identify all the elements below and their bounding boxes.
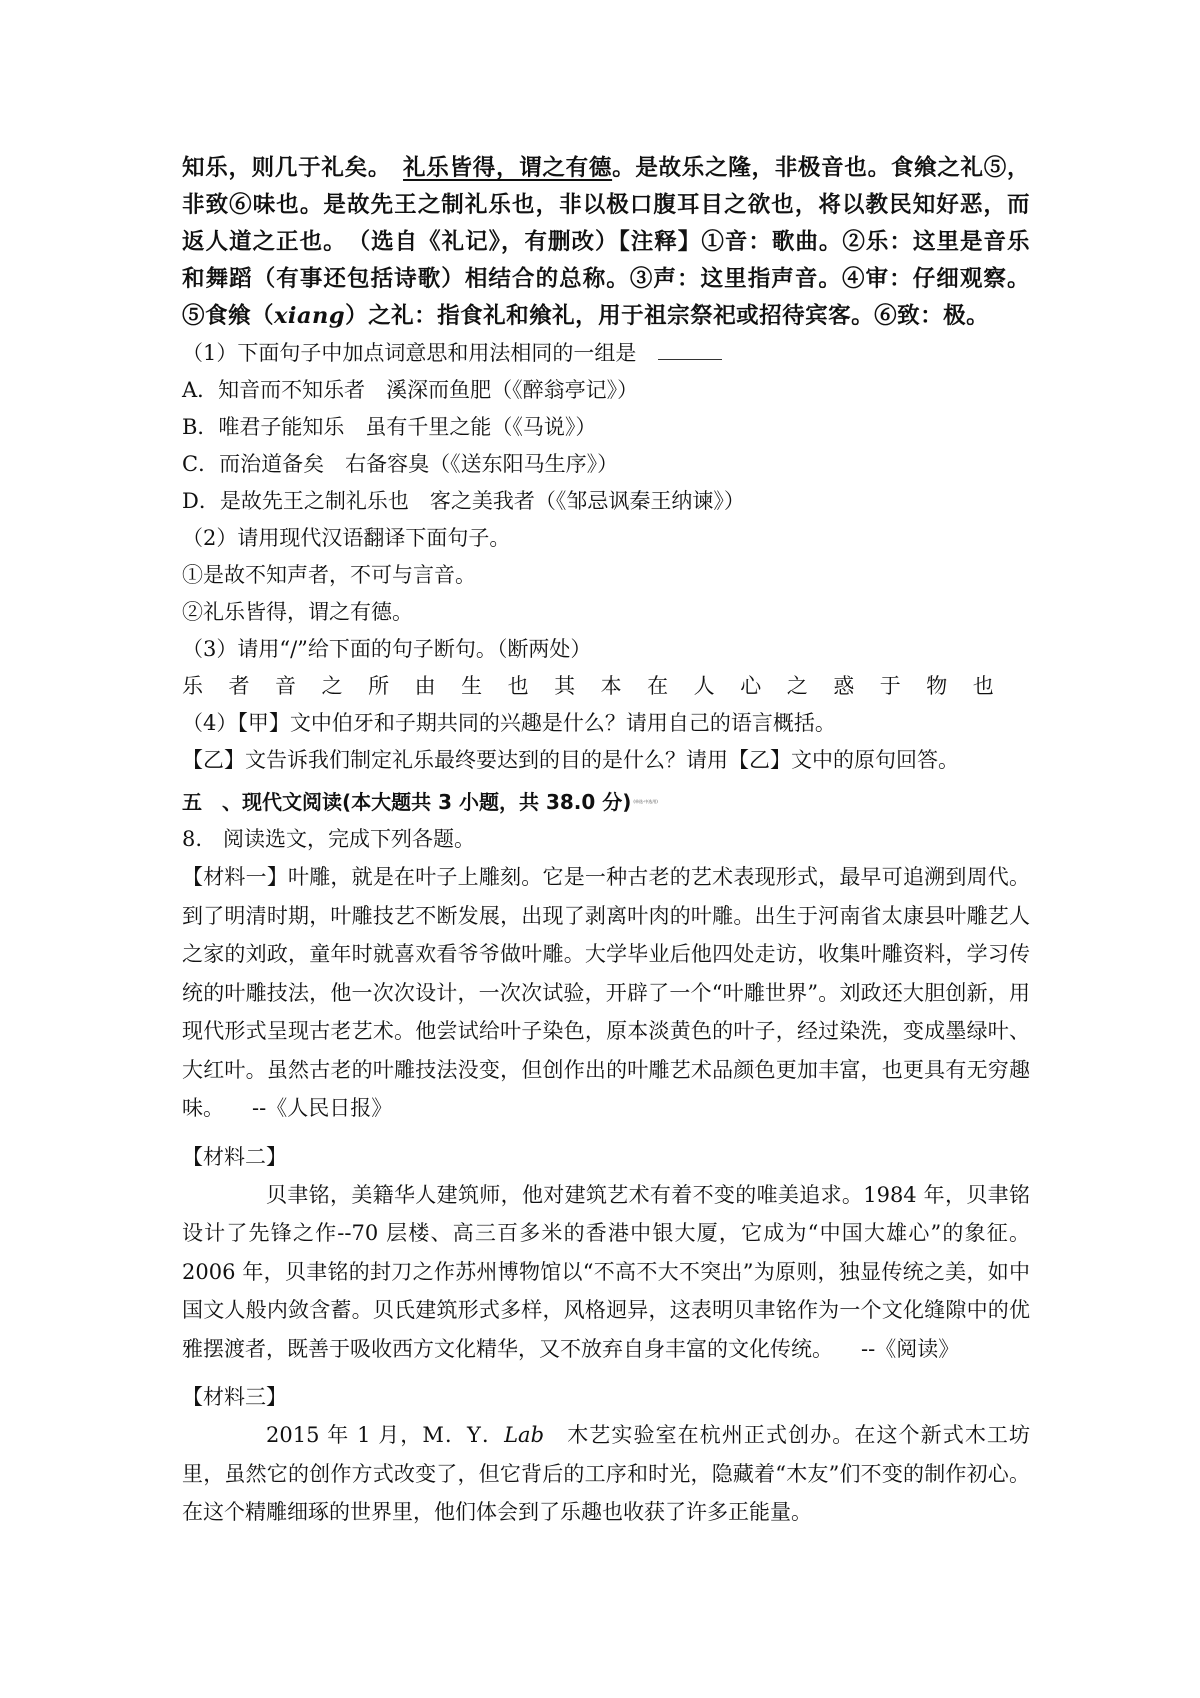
char: 也: [507, 674, 529, 698]
classical-passage: [182, 150, 1030, 335]
pinyin-text: xiang: [274, 303, 346, 329]
char: 心: [740, 674, 762, 698]
passage-text-3: ）之礼：指食礼和飨礼，用于祖宗祭祀或招待宾客。⑥致：极。: [345, 303, 990, 329]
question-2: （2）请用现代汉语翻译下面句子。: [182, 526, 511, 550]
option-a: A．知音而不知乐者 溪深而鱼肥（《醉翁亭记》）: [182, 378, 639, 402]
option-b: B．唯君子能知乐 虽有千里之能（《马说》）: [182, 415, 597, 439]
question-4-part-1: （4）【甲】文中伯牙和子期共同的兴趣是什么？请用自己的语言概括。: [182, 711, 836, 735]
material-1: [182, 858, 1030, 1128]
char: 乐: [182, 674, 203, 698]
char: 人: [693, 674, 715, 698]
char: 所: [368, 674, 390, 698]
char: 物: [926, 674, 948, 698]
material-3-text-1: 2015 年 1 月，M．Y．: [266, 1423, 505, 1447]
char: 本: [600, 674, 622, 698]
material-3-text-2: 木艺实验室在杭州正式创办。在这个新式木工坊里，虽然它的创作方式改变了，但它背后的工序和时光，隐藏着“木友”们不变的制作初心。在这个精雕细琢的世界里，他们体会到了乐趣也收获了许多正能量。: [182, 1423, 1031, 1524]
passage-text-2: 。是故乐之隆，非极音也。食飨之礼⑤，非致⑥味也。是故先王之制礼乐也，非以极口腹耳目之欲也，将以教民知好恶，而返人道之正也。 （选自《礼记》，有删改）【注释】①音：歌曲。②乐：这里是音乐和舞蹈（有事还包括诗歌）相结合的总称。③声：这里指声音。④审：仔细观察。⑤食飨（: [182, 155, 1030, 329]
document-page: [182, 150, 1030, 1532]
question-3: （3）请用“/”给下面的句子断句。（断两处）: [182, 637, 592, 661]
material-3-heading: 【材料三】: [182, 1385, 287, 1409]
question-2-item-1: ①是故不知声者，不可与言音。: [182, 563, 476, 587]
material-2-source: --《阅读》: [861, 1336, 960, 1361]
char: 由: [414, 674, 436, 698]
char: 之: [786, 674, 808, 698]
passage-text-1: 知乐，则几于礼矣。: [182, 155, 404, 181]
char: 在: [647, 674, 669, 698]
answer-blank: [658, 335, 722, 360]
char: 之: [321, 674, 343, 698]
material-2: [182, 1176, 1030, 1369]
char: 音: [275, 674, 297, 698]
material-1-text: 【材料一】叶雕，就是在叶子上雕刻。它是一种古老的艺术表现形式，最早可追溯到周代。到了明清时期，叶雕技艺不断发展，出现了剥离叶肉的叶雕。出生于河南省太康县叶雕艺人之家的刘政，童年时就喜欢看爷爷做叶雕。大学毕业后他四处走访，收集叶雕资料，学习传统的叶雕技法，他一次次设计，一次次试验，开辟了一个“叶雕世界”。刘政还大胆创新，用现代形式呈现古老艺术。他尝试给叶子染色，原本淡黄色的叶子，经过染洗，变成墨绿叶、大红叶。虽然古老的叶雕技法没变，但创作出的叶雕艺术品颜色更加丰富，也更具有无穷趣味。: [182, 865, 1030, 1120]
section-heading-note: (单选·中选用): [633, 799, 658, 804]
underlined-sentence: 礼乐皆得，谓之有德: [403, 155, 613, 181]
option-c: C．而治道备矣 右备容臭（《送东阳马生序》）: [182, 452, 619, 476]
question-1: [182, 335, 1030, 372]
question-4-part-2: 【乙】文告诉我们制定礼乐最终要达到的目的是什么？请用【乙】文中的原句回答。: [182, 748, 959, 772]
sentence-to-punctuate: [182, 668, 994, 705]
char: 也: [972, 674, 994, 698]
material-3: [182, 1416, 1030, 1532]
char: 生: [461, 674, 483, 698]
material-1-source: --《人民日报》: [252, 1096, 393, 1120]
question-2-item-2: ②礼乐皆得，谓之有德。: [182, 600, 413, 624]
section-heading: [182, 783, 1030, 821]
option-d: D．是故先王之制礼乐也 客之美我者（《邹忌讽秦王纳谏》）: [182, 489, 745, 513]
question-8: 8. 阅读选文，完成下列各题。: [182, 827, 476, 851]
char: 其: [554, 674, 576, 698]
material-2-heading: 【材料二】: [182, 1144, 287, 1169]
section-heading-text: 五 、现代文阅读(本大题共 3 小题，共 38.0 分): [182, 790, 632, 814]
char: 惑: [833, 674, 855, 698]
material-2-text: 贝聿铭，美籍华人建筑师，他对建筑艺术有着不变的唯美追求。1984 年，贝聿铭设计了先锋之作--70 层楼、高三百多米的香港中银大厦，它成为“中国大雄心”的象征。2006 年，贝聿铭的封刀之作苏州博物馆以“不高不大不突出”为原则，独显传统之美，如中国文人般内敛含蓄。贝氏建筑形式多样，风格迥异，这表明贝聿铭作为一个文化缝隙中的优雅摆渡者，既善于吸收西方文化精华，又不放弃自身丰富的文化传统。: [182, 1182, 1030, 1361]
char: 者: [228, 674, 250, 698]
question-1-text: （1）下面句子中加点词意思和用法相同的一组是: [182, 341, 637, 365]
material-3-lab: Lab: [504, 1423, 545, 1447]
char: 于: [879, 674, 901, 698]
